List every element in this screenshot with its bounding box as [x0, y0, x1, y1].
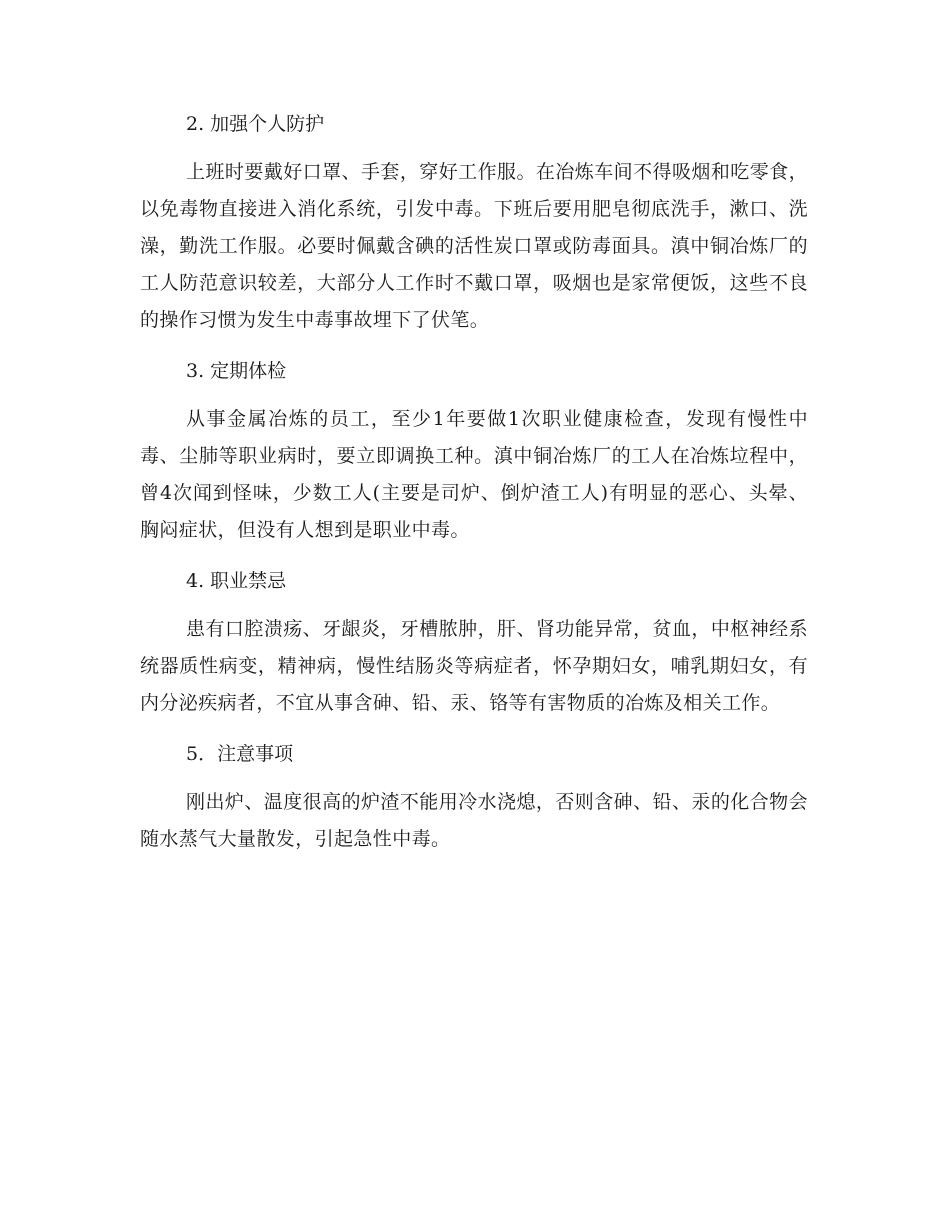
section-heading-personal-protection: 2. 加强个人防护 — [186, 113, 325, 135]
document-body — [140, 106, 808, 872]
section-heading-occupational-contraindications: 4. 职业禁忌 — [186, 570, 287, 592]
section-paragraph-precautions: 刚出炉、温度很高的炉渣不能用冷水浇熄，否则含砷、铅、汞的化合物会随水蒸气大量散发，引起急性中毒。 — [140, 791, 808, 850]
section-heading-precautions: 5．注意事项 — [186, 743, 294, 765]
section-heading-regular-checkup: 3. 定期体检 — [186, 360, 287, 382]
section-paragraph-occupational-contraindications: 患有口腔溃疡、牙龈炎，牙槽脓肿，肝、肾功能异常，贫血，中枢神经系统器质性病变，精神病，慢性结肠炎等病症者，怀孕期妇女，哺乳期妇女，有内分泌疾病者，不宜从事含砷、铅、汞、铬等有害物质的冶炼及相关工作。 — [140, 618, 808, 714]
section-paragraph-regular-checkup: 从事金属冶炼的员工，至少1年要做1次职业健康检查，发现有慢性中毒、尘肺等职业病时，要立即调换工种。滇中铜冶炼厂的工人在冶炼垃程中，曾4次闻到怪味，少数工人(主要是司炉、倒炉渣工人)有明显的恶心、头晕、胸闷症状，但没有人想到是职业中毒。 — [140, 408, 808, 541]
section-paragraph-personal-protection: 上班时要戴好口罩、手套，穿好工作服。在冶炼车间不得吸烟和吃零食，以免毒物直接进入消化系统，引发中毒。下班后要用肥皂彻底洗手，漱口、洗澡，勤洗工作服。必要时佩戴含碘的活性炭口罩或防毒面具。滇中铜冶炼厂的工人防范意识较差，大部分人工作时不戴口罩，吸烟也是家常便饭，这些不良的操作习惯为发生中毒事故埋下了伏笔。 — [140, 161, 808, 331]
